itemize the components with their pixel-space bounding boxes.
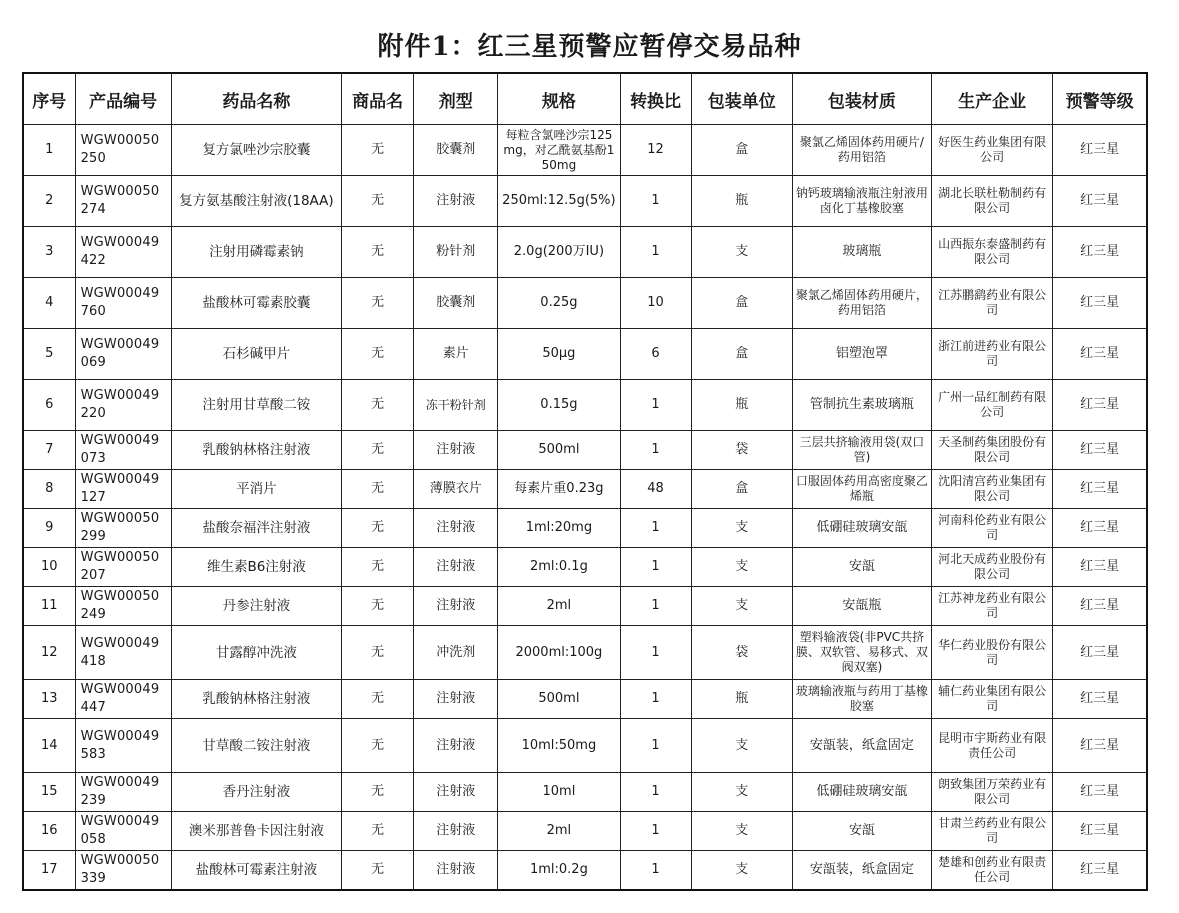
cell-drug-name: 平消片 [171,470,341,509]
cell-material: 安瓿装，纸盒固定 [792,851,931,890]
cell-material: 玻璃输液瓶与药用丁基橡胶塞 [792,680,931,719]
cell-level: 红三星 [1053,227,1147,278]
cell-maker: 广州一品红制药有限公司 [932,380,1053,431]
cell-unit: 瓶 [691,176,792,227]
cell-ratio: 1 [620,509,691,548]
cell-material: 玻璃瓶 [792,227,931,278]
cell-code: WGW00049239 [75,773,171,812]
cell-ratio: 48 [620,470,691,509]
table-row [23,380,1147,431]
cell-unit: 支 [691,509,792,548]
cell-trade-name: 无 [342,278,414,329]
header-no: 序号 [23,73,75,125]
cell-maker: 沈阳清宫药业集团有限公司 [932,470,1053,509]
cell-level: 红三星 [1053,278,1147,329]
cell-trade-name: 无 [342,176,414,227]
cell-material: 口服固体药用高密度聚乙烯瓶 [792,470,931,509]
cell-level: 红三星 [1053,587,1147,626]
cell-drug-name: 甘露醇冲洗液 [171,626,341,680]
cell-trade-name: 无 [342,380,414,431]
cell-spec: 1ml:20mg [498,509,620,548]
cell-spec: 2ml:0.1g [498,548,620,587]
cell-trade-name: 无 [342,719,414,773]
cell-ratio: 1 [620,227,691,278]
cell-maker: 江苏神龙药业有限公司 [932,587,1053,626]
cell-unit: 袋 [691,431,792,470]
cell-trade-name: 无 [342,329,414,380]
cell-no: 15 [23,773,75,812]
cell-trade-name: 无 [342,509,414,548]
cell-material: 安瓿瓶 [792,587,931,626]
cell-material: 聚氯乙烯固体药用硬片/药用铝箔 [792,125,931,176]
suspended-drugs-table [22,72,1148,891]
cell-material: 管制抗生素玻璃瓶 [792,380,931,431]
cell-ratio: 1 [620,680,691,719]
cell-no: 10 [23,548,75,587]
cell-material: 聚氯乙烯固体药用硬片，药用铝箔 [792,278,931,329]
cell-drug-name: 澳米那普鲁卡因注射液 [171,812,341,851]
cell-form: 注射液 [414,851,498,890]
cell-drug-name: 盐酸奈福泮注射液 [171,509,341,548]
cell-spec: 0.15g [498,380,620,431]
table-row [23,851,1147,890]
cell-spec: 500ml [498,680,620,719]
cell-ratio: 6 [620,329,691,380]
table-row [23,587,1147,626]
cell-drug-name: 维生素B6注射液 [171,548,341,587]
cell-code: WGW00049760 [75,278,171,329]
table-row [23,227,1147,278]
header-ratio: 转换比 [620,73,691,125]
cell-trade-name: 无 [342,125,414,176]
cell-level: 红三星 [1053,626,1147,680]
cell-spec: 1ml:0.2g [498,851,620,890]
cell-drug-name: 香丹注射液 [171,773,341,812]
cell-trade-name: 无 [342,227,414,278]
header-form: 剂型 [414,73,498,125]
cell-ratio: 12 [620,125,691,176]
cell-level: 红三星 [1053,125,1147,176]
cell-no: 4 [23,278,75,329]
cell-level: 红三星 [1053,773,1147,812]
cell-level: 红三星 [1053,176,1147,227]
table-row [23,329,1147,380]
cell-no: 7 [23,431,75,470]
cell-ratio: 1 [620,176,691,227]
cell-spec: 10ml [498,773,620,812]
cell-spec: 每粒含氯唑沙宗125mg，对乙酰氨基酚150mg [498,125,620,176]
table-row [23,626,1147,680]
cell-maker: 朗致集团万荣药业有限公司 [932,773,1053,812]
cell-level: 红三星 [1053,329,1147,380]
cell-trade-name: 无 [342,773,414,812]
cell-unit: 支 [691,719,792,773]
cell-spec: 0.25g [498,278,620,329]
table-row [23,719,1147,773]
cell-drug-name: 注射用磷霉素钠 [171,227,341,278]
cell-ratio: 1 [620,626,691,680]
cell-trade-name: 无 [342,470,414,509]
cell-form: 冲洗剂 [414,626,498,680]
cell-form: 胶囊剂 [414,278,498,329]
cell-maker: 甘肃兰药药业有限公司 [932,812,1053,851]
cell-spec: 2ml [498,812,620,851]
cell-form: 薄膜衣片 [414,470,498,509]
cell-form: 冻干粉针剂 [414,380,498,431]
cell-unit: 支 [691,227,792,278]
cell-trade-name: 无 [342,548,414,587]
cell-unit: 盒 [691,329,792,380]
cell-no: 12 [23,626,75,680]
cell-maker: 浙江前进药业有限公司 [932,329,1053,380]
cell-no: 14 [23,719,75,773]
cell-spec: 2000ml:100g [498,626,620,680]
cell-spec: 2ml [498,587,620,626]
cell-ratio: 1 [620,431,691,470]
cell-material: 安瓿装，纸盒固定 [792,719,931,773]
cell-level: 红三星 [1053,719,1147,773]
cell-no: 6 [23,380,75,431]
cell-form: 注射液 [414,431,498,470]
cell-ratio: 1 [620,812,691,851]
cell-no: 13 [23,680,75,719]
cell-form: 注射液 [414,680,498,719]
cell-drug-name: 乳酸钠林格注射液 [171,431,341,470]
cell-ratio: 1 [620,851,691,890]
cell-unit: 瓶 [691,380,792,431]
table-row [23,431,1147,470]
cell-drug-name: 盐酸林可霉素注射液 [171,851,341,890]
cell-maker: 昆明市宇斯药业有限责任公司 [932,719,1053,773]
cell-level: 红三星 [1053,851,1147,890]
cell-unit: 袋 [691,626,792,680]
cell-code: WGW00049127 [75,470,171,509]
table-row [23,680,1147,719]
cell-level: 红三星 [1053,680,1147,719]
table-row [23,278,1147,329]
cell-ratio: 1 [620,719,691,773]
cell-code: WGW00050274 [75,176,171,227]
cell-spec: 10ml:50mg [498,719,620,773]
cell-trade-name: 无 [342,626,414,680]
cell-maker: 天圣制药集团股份有限公司 [932,431,1053,470]
cell-ratio: 1 [620,380,691,431]
cell-code: WGW00050249 [75,587,171,626]
cell-drug-name: 乳酸钠林格注射液 [171,680,341,719]
cell-material: 塑料输液袋(非PVC共挤膜、双软管、易移式、双阀双塞) [792,626,931,680]
cell-drug-name: 石杉碱甲片 [171,329,341,380]
cell-ratio: 1 [620,773,691,812]
cell-trade-name: 无 [342,587,414,626]
cell-form: 注射液 [414,176,498,227]
cell-trade-name: 无 [342,431,414,470]
cell-spec: 500ml [498,431,620,470]
cell-drug-name: 复方氯唑沙宗胶囊 [171,125,341,176]
cell-code: WGW00050250 [75,125,171,176]
cell-maker: 河北天成药业股份有限公司 [932,548,1053,587]
header-code: 产品编号 [75,73,171,125]
cell-unit: 瓶 [691,680,792,719]
header-name: 药品名称 [171,73,341,125]
cell-spec: 每素片重0.23g [498,470,620,509]
table-row [23,548,1147,587]
cell-unit: 支 [691,773,792,812]
cell-form: 注射液 [414,719,498,773]
cell-form: 胶囊剂 [414,125,498,176]
cell-maker: 华仁药业股份有限公司 [932,626,1053,680]
cell-trade-name: 无 [342,851,414,890]
cell-spec: 250ml:12.5g(5%) [498,176,620,227]
cell-level: 红三星 [1053,812,1147,851]
cell-trade-name: 无 [342,812,414,851]
cell-code: WGW00049069 [75,329,171,380]
cell-ratio: 1 [620,587,691,626]
cell-no: 11 [23,587,75,626]
cell-no: 1 [23,125,75,176]
cell-no: 2 [23,176,75,227]
cell-no: 3 [23,227,75,278]
cell-level: 红三星 [1053,509,1147,548]
cell-material: 三层共挤输液用袋(双口管) [792,431,931,470]
cell-form: 注射液 [414,587,498,626]
cell-drug-name: 甘草酸二铵注射液 [171,719,341,773]
cell-material: 低硼硅玻璃安瓿 [792,509,931,548]
cell-drug-name: 丹参注射液 [171,587,341,626]
header-level: 预警等级 [1053,73,1147,125]
cell-drug-name: 盐酸林可霉素胶囊 [171,278,341,329]
header-spec: 规格 [498,73,620,125]
cell-ratio: 1 [620,548,691,587]
cell-no: 8 [23,470,75,509]
cell-form: 注射液 [414,509,498,548]
cell-unit: 盒 [691,278,792,329]
cell-form: 粉针剂 [414,227,498,278]
cell-code: WGW00050207 [75,548,171,587]
cell-maker: 江苏鹏鹞药业有限公司 [932,278,1053,329]
cell-ratio: 10 [620,278,691,329]
cell-level: 红三星 [1053,380,1147,431]
cell-level: 红三星 [1053,548,1147,587]
cell-no: 5 [23,329,75,380]
table-row [23,812,1147,851]
cell-material: 安瓿 [792,812,931,851]
cell-drug-name: 注射用甘草酸二铵 [171,380,341,431]
table-row [23,470,1147,509]
table-row [23,773,1147,812]
cell-material: 铝塑泡罩 [792,329,931,380]
cell-code: WGW00049073 [75,431,171,470]
cell-code: WGW00049220 [75,380,171,431]
cell-level: 红三星 [1053,431,1147,470]
cell-maker: 辅仁药业集团有限公司 [932,680,1053,719]
table-row [23,176,1147,227]
cell-unit: 支 [691,548,792,587]
cell-code: WGW00049583 [75,719,171,773]
cell-unit: 支 [691,812,792,851]
cell-unit: 支 [691,851,792,890]
cell-material: 钠钙玻璃输液瓶注射液用卤化丁基橡胶塞 [792,176,931,227]
cell-code: WGW00049058 [75,812,171,851]
table-row [23,125,1147,176]
cell-no: 16 [23,812,75,851]
cell-no: 17 [23,851,75,890]
cell-maker: 河南科伦药业有限公司 [932,509,1053,548]
cell-no: 9 [23,509,75,548]
cell-code: WGW00049418 [75,626,171,680]
header-row [23,73,1147,125]
cell-spec: 50μg [498,329,620,380]
cell-maker: 好医生药业集团有限公司 [932,125,1053,176]
cell-unit: 支 [691,587,792,626]
cell-unit: 盒 [691,470,792,509]
header-material: 包装材质 [792,73,931,125]
cell-material: 安瓿 [792,548,931,587]
cell-form: 素片 [414,329,498,380]
cell-material: 低硼硅玻璃安瓿 [792,773,931,812]
cell-code: WGW00050299 [75,509,171,548]
cell-unit: 盒 [691,125,792,176]
cell-code: WGW00049422 [75,227,171,278]
cell-code: WGW00049447 [75,680,171,719]
cell-code: WGW00050339 [75,851,171,890]
header-trade-name: 商品名 [342,73,414,125]
cell-level: 红三星 [1053,470,1147,509]
cell-trade-name: 无 [342,680,414,719]
table-row [23,509,1147,548]
cell-maker: 山西振东泰盛制药有限公司 [932,227,1053,278]
cell-form: 注射液 [414,548,498,587]
header-unit: 包装单位 [691,73,792,125]
cell-spec: 2.0g(200万IU) [498,227,620,278]
cell-maker: 楚雄和创药业有限责任公司 [932,851,1053,890]
header-maker: 生产企业 [932,73,1053,125]
cell-drug-name: 复方氨基酸注射液(18AA) [171,176,341,227]
cell-form: 注射液 [414,812,498,851]
cell-maker: 湖北长联杜勒制药有限公司 [932,176,1053,227]
page-title: 附件1：红三星预警应暂停交易品种 [377,32,802,62]
table-body [23,125,1147,890]
cell-form: 注射液 [414,773,498,812]
